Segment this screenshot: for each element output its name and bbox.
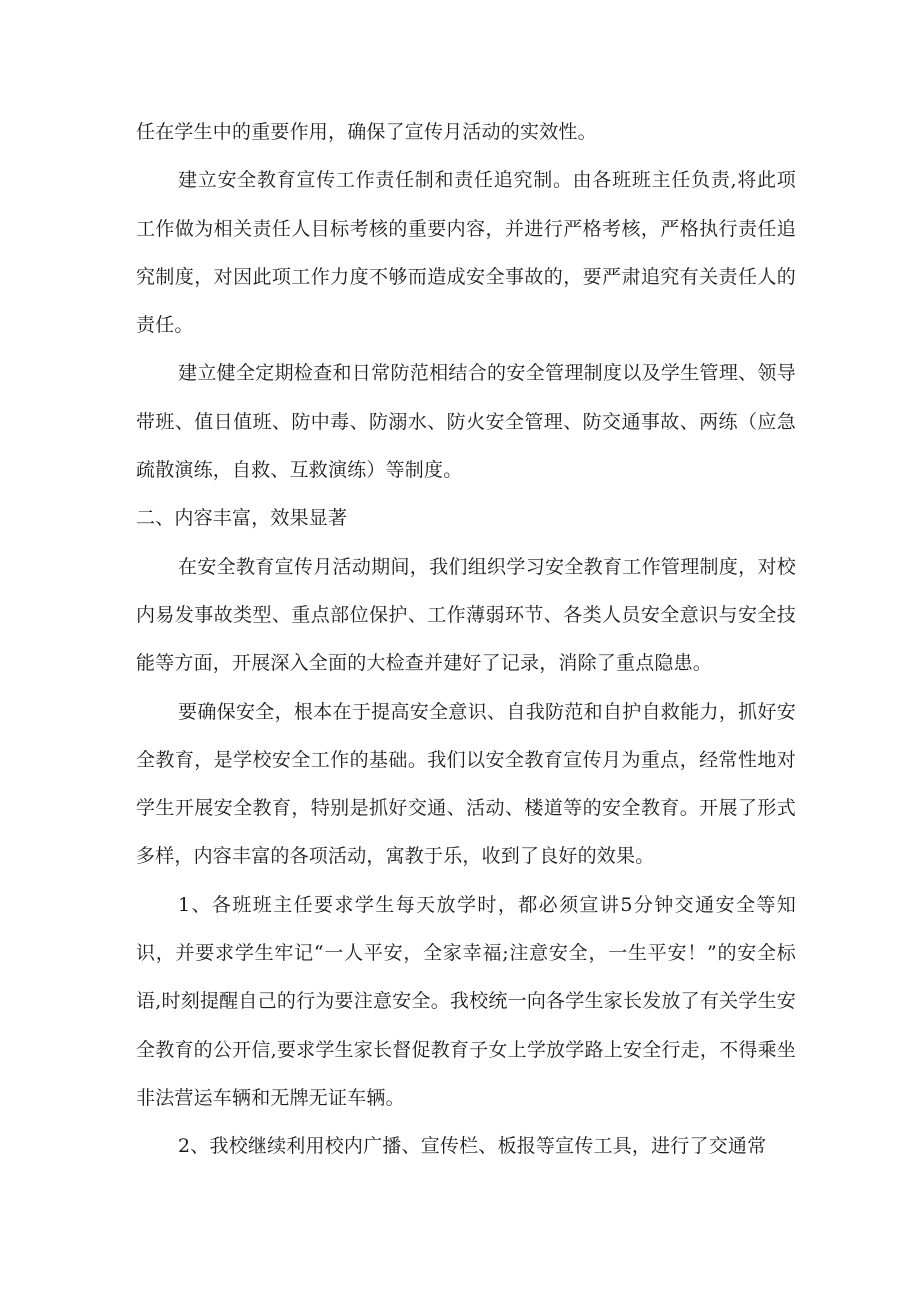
- paragraph-inspection: 在安全教育宣传月活动期间，我们组织学习安全教育工作管理制度，对校内易发事故类型、重点部位保护、工作薄弱环节、各类人员安全意识与安全技能等方面，开展深入全面的大检查并建好了记录，消除了重点隐患。: [136, 555, 796, 675]
- paragraph-item-1: 1、各班班主任要求学生每天放学时，都必须宣讲5分钟交通安全等知识，并要求学生牢记“一人平安，全家幸福;注意安全，一生平安！”的安全标语,时刻提醒自己的行为要注意安全。我校统一向各学生家长发放了有关学生安全教育的公开信,要求学生家长督促教育子女上学放学路上安全行走，不得乘坐非法营运车辆和无牌无证车辆。: [136, 893, 796, 1109]
- paragraph-item-2: 2、我校继续利用校内广播、宣传栏、板报等宣传工具，进行了交通常: [178, 1135, 767, 1158]
- section-heading: 二、内容丰富，效果显著: [136, 507, 348, 530]
- paragraph-safety-education: 要确保安全，根本在于提高安全意识、自我防范和自护自救能力，抓好安全教育，是学校安全工作的基础。我们以安全教育宣传月为重点，经常性地对学生开展安全教育，特别是抓好交通、活动、楼道等的安全教育。开展了形式多样，内容丰富的各项活动，寓教于乐，收到了良好的效果。: [136, 700, 796, 868]
- document-body: [136, 108, 796, 1171]
- paragraph-continuation: 任在学生中的重要作用，确保了宣传月活动的实效性。: [136, 121, 597, 143]
- paragraph-management-system: 建立健全定期检查和日常防范相结合的安全管理制度以及学生管理、领导带班、值日值班、防中毒、防溺水、防火安全管理、防交通事故、两练（应急疏散演练，自救、互救演练）等制度。: [136, 362, 796, 482]
- paragraph-responsibility-system: 建立安全教育宣传工作责任制和责任追究制。由各班班主任负责,将此项工作做为相关责任人目标考核的重要内容，并进行严格考核，严格执行责任追究制度，对因此项工作力度不够而造成安全事故的，要严肃追究有关责任人的责任。: [136, 169, 796, 337]
